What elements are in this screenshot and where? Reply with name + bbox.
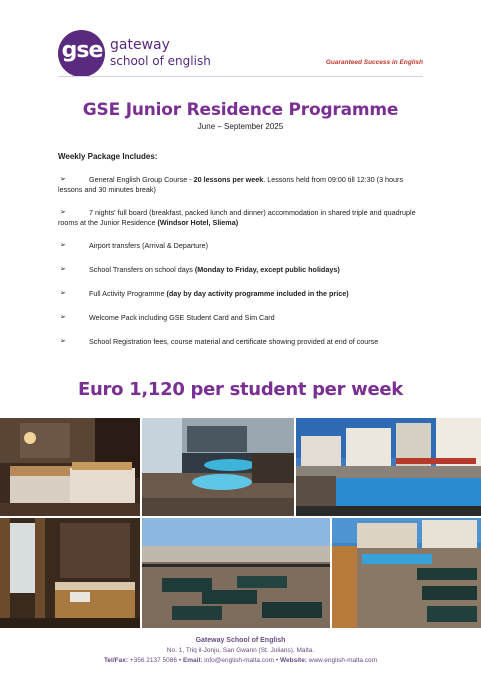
item-bold-text: (Windsor Hotel, Sliema): [157, 218, 239, 227]
package-heading: Weekly Package Includes:: [58, 152, 158, 161]
single-room-photo: [0, 518, 140, 628]
footer-contact: [0, 657, 481, 664]
separator-dot: •: [275, 657, 279, 664]
brand-subname: school of english: [110, 54, 211, 68]
rooftop-loungers-photo: [332, 518, 481, 628]
arrow-bullet-icon: ➢: [60, 266, 66, 273]
gse-logo: [58, 30, 108, 74]
separator-dot: •: [178, 657, 182, 664]
arrow-bullet-icon: ➢: [60, 209, 66, 216]
arrow-bullet-icon: ➢: [60, 314, 66, 321]
arrow-bullet-icon: ➢: [60, 290, 66, 297]
item-text: 7 nights' full board (breakfast, packed lunch and dinner) accommodation in shared triple and quadruple rooms at the Junior Residence: [58, 208, 416, 227]
item-text: Welcome Pack including GSE Student Card and Sim Card: [89, 313, 275, 322]
footer-school-name: Gateway School of English: [195, 637, 286, 644]
item-bold-text: (day by day activity programme included in the price): [166, 289, 349, 298]
footer-address: No. 1, Triq il-Jonju, San Gwann (St. Julians), Malta.: [166, 647, 315, 654]
brand-name: gateway: [110, 37, 170, 53]
website-label: Website:: [280, 657, 307, 664]
website-link[interactable]: www.english-malta.com: [308, 657, 378, 664]
tagline: Guaranteed Success in English: [325, 59, 423, 66]
sun-terrace-photo: [142, 518, 330, 628]
programme-dates: June – September 2025: [197, 122, 284, 131]
item-text: School Registration fees, course material and certificate showing provided at end of course: [89, 337, 379, 346]
list-item: [58, 175, 426, 195]
indoor-pool-photo: [142, 418, 294, 516]
list-item: [58, 337, 426, 347]
item-text: School Transfers on school days: [89, 265, 195, 274]
package-list: [58, 175, 426, 347]
bedroom-photo: [0, 418, 140, 516]
price-heading: Euro 1,120 per student per week: [78, 379, 403, 400]
logo-mark: gse: [61, 38, 103, 63]
page-title: GSE Junior Residence Programme: [82, 100, 399, 120]
arrow-bullet-icon: ➢: [60, 176, 66, 183]
list-item: [58, 241, 426, 251]
header-divider: [58, 76, 423, 77]
item-bold-text: (Monday to Friday, except public holidays): [194, 265, 340, 274]
list-item: [58, 265, 426, 275]
list-item: [58, 289, 426, 299]
item-text: General English Group Course -: [89, 175, 194, 184]
arrow-bullet-icon: ➢: [60, 242, 66, 249]
email-link[interactable]: info@english-malta.com: [204, 657, 275, 664]
item-text-tail: . Lessons held from 09:00 till 12:30 (3 hours lessons and 30 minutes break): [58, 175, 404, 194]
item-text: Full Activity Programme: [89, 289, 167, 298]
arrow-bullet-icon: ➢: [60, 338, 66, 345]
list-item: [58, 313, 426, 323]
item-bold-text: 20 lessons per week: [193, 175, 264, 184]
email-label: Email:: [182, 657, 203, 664]
list-item: [58, 208, 426, 228]
rooftop-pool-photo: [296, 418, 481, 516]
tel-value: +356 2137 5086: [129, 657, 178, 664]
tel-label: Tel/Fax:: [103, 657, 129, 664]
item-text: Airport transfers (Arrival & Departure): [89, 241, 209, 250]
